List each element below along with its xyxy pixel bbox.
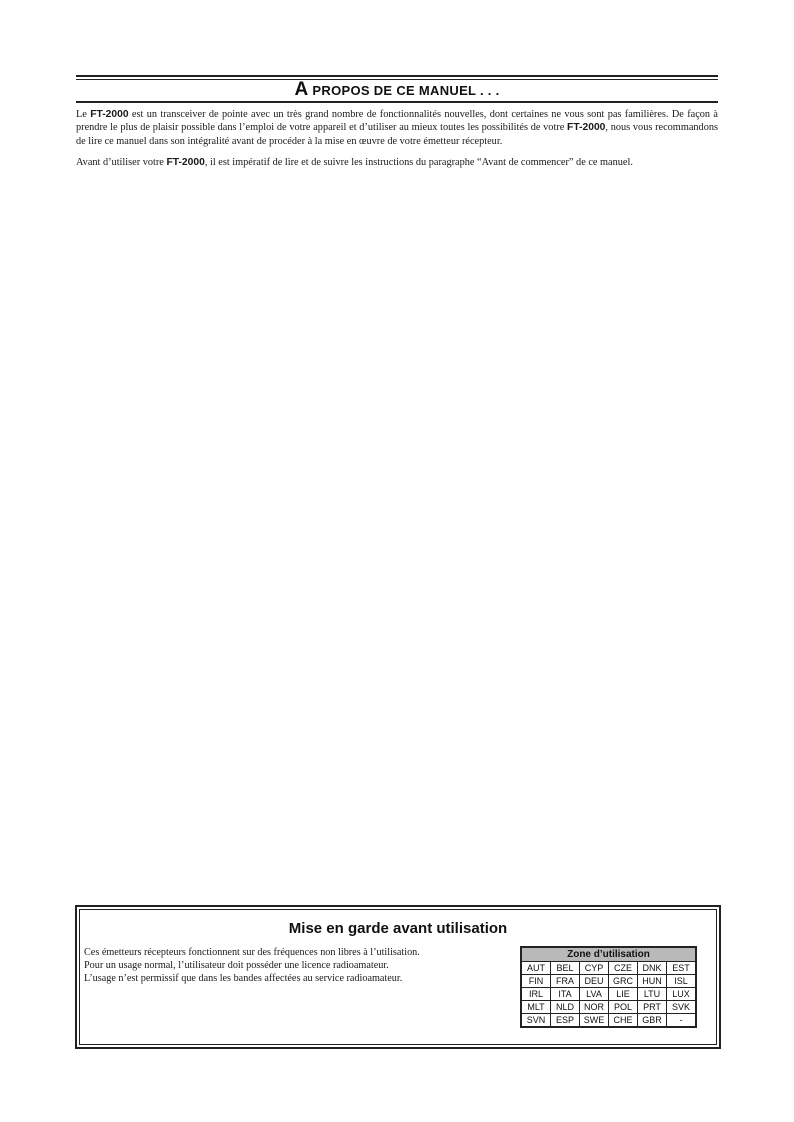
zone-table [520, 946, 697, 1028]
country-cell: GRC [609, 975, 638, 988]
intro-p1-part-c: , nous vous recommandons de lire ce manuel dans son intégralité avant de procéder à la mise en œuvre de votre émetteur récepteur. [76, 122, 718, 147]
country-cell: LVA [580, 988, 609, 1001]
country-cell: CYP [580, 962, 609, 975]
header-bottom-rule [76, 101, 718, 103]
country-cell: ISL [667, 975, 697, 988]
warning-title: Mise en garde avant utilisation [288, 920, 508, 937]
country-cell: POL [609, 1001, 638, 1014]
table-row [521, 975, 696, 988]
warning-line: L’usage n’est permissif que dans les bandes affectées au service radioamateur. [84, 973, 403, 984]
warning-line: Ces émetteurs récepteurs fonctionnent sur des fréquences non libres à l’utilisation. [84, 947, 420, 958]
header-top-rule [76, 75, 718, 77]
country-cell: ITA [551, 988, 580, 1001]
model-name: FT-2000 [90, 109, 129, 120]
country-cell: CHE [609, 1014, 638, 1028]
title-initial: A [294, 79, 309, 100]
intro-p1-part-a: Le [76, 109, 91, 120]
country-cell: AUT [521, 962, 551, 975]
country-cell: - [667, 1014, 697, 1028]
intro-text [76, 108, 718, 178]
warning-text [84, 946, 514, 985]
country-cell: EST [667, 962, 697, 975]
country-cell: SVK [667, 1001, 697, 1014]
country-cell: ESP [551, 1014, 580, 1028]
title-text: PROPOS DE CE MANUEL . . . [308, 83, 500, 98]
zone-table-header: Zone d’utilisation [521, 947, 696, 962]
intro-paragraph-1 [76, 108, 718, 148]
intro-p1-part-b: est un transceiver de pointe avec un très grand nombre de fonctionnalités nouvelles, dont certaines ne vous sont pas familières. De façon à prendre le plus de plaisir possible dans l’emploi de votre appareil et d’utiliser au mieux toutes les possibilités de votre [76, 109, 718, 134]
country-cell: PRT [638, 1001, 667, 1014]
country-cell: HUN [638, 975, 667, 988]
table-row [521, 1001, 696, 1014]
country-cell: CZE [609, 962, 638, 975]
country-cell: FIN [521, 975, 551, 988]
model-name: FT-2000 [166, 157, 205, 169]
page-title [76, 80, 718, 101]
country-cell: LIE [609, 988, 638, 1001]
country-cell: DNK [638, 962, 667, 975]
country-cell: NLD [551, 1001, 580, 1014]
country-cell: NOR [580, 1001, 609, 1014]
table-row [521, 1014, 696, 1028]
warning-line: Pour un usage normal, l’utilisateur doit posséder une licence radioamateur. [84, 960, 389, 971]
country-cell: LUX [667, 988, 697, 1001]
country-cell: SVN [521, 1014, 551, 1028]
country-cell: FRA [551, 975, 580, 988]
warning-inner-frame [79, 909, 717, 1045]
intro-p2-part-a: Avant d’utiliser votre [76, 157, 167, 169]
country-cell: IRL [521, 988, 551, 1001]
country-cell: GBR [638, 1014, 667, 1028]
section-header [76, 75, 718, 103]
country-cell: DEU [580, 975, 609, 988]
warning-box [75, 905, 721, 1049]
model-name: FT-2000 [567, 122, 606, 134]
table-row [521, 988, 696, 1001]
country-cell: SWE [580, 1014, 609, 1028]
country-cell: MLT [521, 1001, 551, 1014]
country-cell: LTU [638, 988, 667, 1001]
intro-paragraph-2 [76, 156, 718, 169]
intro-p2-part-b: , il est impératif de lire et de suivre les instructions du paragraphe “Avant de commencer” de ce manuel. [204, 157, 633, 169]
country-cell: BEL [551, 962, 580, 975]
table-row [521, 962, 696, 975]
